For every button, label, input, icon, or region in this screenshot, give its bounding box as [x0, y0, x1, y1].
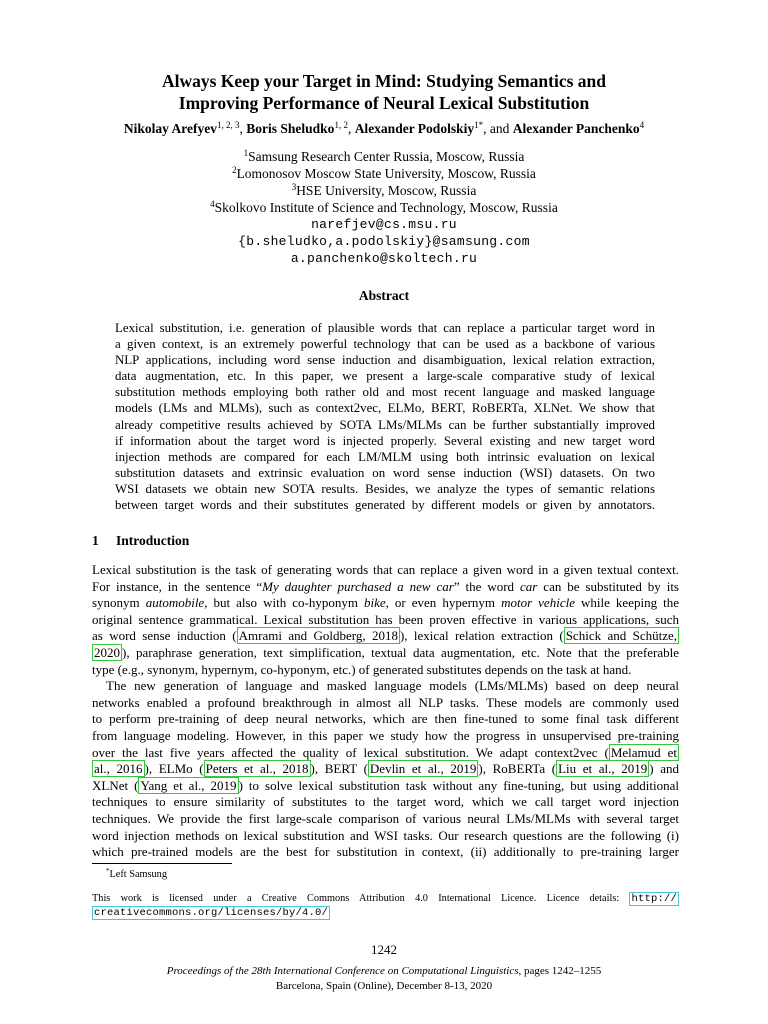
abstract-line: between target words and their substitutes generated by different models or given by annotators. [115, 498, 655, 513]
license-url[interactable]: creativecommons.org/licenses/by/4.0/ [94, 907, 329, 919]
affiliation [0, 148, 768, 165]
author-name: Alexander Podolskiy [354, 121, 475, 136]
footnote-mark: * [106, 867, 110, 875]
affiliation-text: Lomonosov Moscow State University, Moscow, Russia [236, 166, 536, 181]
affiliation [0, 182, 768, 199]
author-affil-mark: 1, 2 [334, 120, 348, 130]
citation-link[interactable]: 2020 [94, 644, 120, 660]
abstract-body [115, 320, 655, 513]
citation-link[interactable]: Liu et al., 2019 [558, 761, 648, 777]
body-line: 2020 ), paraphrase generation, text simplification, textual data augmentation, etc. Note that the preferable [94, 644, 679, 660]
abstract-heading: Abstract [358, 288, 410, 303]
section-title: Introduction [116, 533, 190, 548]
body-line: as word sense induction ( Amrami and Goldberg, 2018 ), lexical relation extraction ( Schick and Schütze, [92, 628, 678, 644]
citation-link[interactable]: Yang et al., 2019 [140, 777, 237, 793]
proceedings-location: Barcelona, Spain (Online), December 8-13, 2020 [275, 980, 493, 992]
affiliation-mark: 1 [243, 148, 249, 158]
body-line: type (e.g., synonym, hypernym, co-hyponym, etc.) of generated substitutes depends on the task at hand. [92, 661, 632, 677]
example-word: motor vehicle [501, 595, 575, 611]
abstract-line: substitution methods employing both rather old and most recent language and masked language [115, 385, 655, 400]
example-sentence: My daughter purchased a new car [262, 578, 454, 594]
example-word: bike [363, 595, 386, 611]
body-line: synonym automobile, but also with co-hyponym bike, or even hypernym motor vehicle while keeping the [92, 595, 679, 611]
footnote-text: Left Samsung [109, 869, 167, 880]
body-line: The new generation of language and masked language models (LMs/MLMs) based on deep neural [106, 678, 679, 694]
footnote-rule [92, 863, 232, 864]
affiliation [0, 199, 768, 216]
email: a.panchenko@skoltech.ru [290, 251, 478, 266]
section-heading [92, 533, 189, 549]
body-line: XLNet ( Yang et al., 2019 ) to solve lexical substitution task without any fine-tuning, but using additional [92, 777, 679, 793]
license-note [92, 892, 679, 920]
author-separator: , [347, 121, 355, 136]
author-affil-mark: 1* [474, 120, 484, 130]
author-separator: , [239, 121, 247, 136]
affiliation-text: HSE University, Moscow, Russia [296, 183, 477, 198]
body-line: from language modeling. However, in this paper we study how the progress in unsupervised pre-training [92, 727, 679, 743]
proceedings-pages: , pages 1242–1255 [518, 965, 602, 977]
body-line: original sentence grammatical. Lexical substitution has been proven effective in various applications, such [92, 611, 679, 627]
paper-title [0, 70, 768, 114]
body-line: techniques to ensure similarity of substitutes to the target word, which we call target word injection [92, 794, 679, 810]
body-line: word injection methods on lexical substitution and WSI tasks. Our research questions are the following (i) [92, 827, 679, 843]
author-affil-mark: 1, 2, 3 [217, 120, 240, 130]
body-line: al., 2016 ), ELMo ( Peters et al., 2018 ), BERT ( Devlin et al., 2019 ), RoBERTa ( Liu et al., 2019 ) and [94, 761, 679, 777]
abstract-line: substitution datasets and extrinsic evaluation on word sense induction (WSI) datasets. On two [115, 465, 655, 480]
body-text [92, 562, 679, 861]
license-text: This work is licensed under a Creative Commons Attribution 4.0 International Licence. Licence details: [92, 893, 620, 904]
citation-link[interactable]: Peters et al., 2018 [205, 761, 309, 777]
abstract-line: data augmentation, etc. In this paper, we present a large-scale comparative study of lexical [115, 369, 655, 384]
citation-link[interactable]: al., 2016 [94, 761, 143, 777]
email: narefjev@cs.msu.ru [311, 217, 457, 232]
body-line: to perform pre-training of deep neural networks, which are then fine-tuned to some final task different [92, 711, 679, 727]
body-line: Lexical substitution is the task of generating words that can replace a given word in a given textual context. [92, 562, 679, 577]
affiliation-mark: 3 [291, 182, 297, 192]
title-line-1: Always Keep your Target in Mind: Studying Semantics and [161, 71, 607, 91]
body-line: over the last five years affected the quality of lexical substitution. We adapt context2vec ( Melamud et [92, 744, 677, 760]
abstract-line: NLP applications, including word sense induction and disambiguation, lexical relation extraction, [115, 353, 655, 368]
footnote [92, 868, 679, 882]
abstract-line: WSI datasets we obtain new SOTA results. Besides, we analyze the types of semantic relations [115, 481, 655, 496]
affiliation-mark: 2 [232, 165, 237, 175]
affiliation [0, 165, 768, 182]
author-affil-mark: 4 [639, 120, 645, 130]
citation-link[interactable]: Devlin et al., 2019 [369, 761, 477, 777]
example-word: car [520, 578, 538, 594]
citation-link[interactable]: Amrami and Goldberg, 2018 [238, 628, 398, 644]
citation-link[interactable]: Schick and Schütze, [565, 628, 678, 644]
citation-link[interactable]: Melamud et [610, 744, 677, 760]
affiliation-text: Skolkovo Institute of Science and Technology, Moscow, Russia [214, 200, 558, 215]
abstract-line: models (LMs and MLMs), such as context2vec, ELMo, BERT, RoBERTa, XLNet. We show that [115, 401, 655, 416]
affiliations [0, 148, 768, 267]
proceedings-info [0, 964, 768, 994]
abstract-line: if information about the target word is injected properly. Several existing and new target word [115, 433, 655, 448]
example-word: automobile [145, 595, 205, 611]
body-line: techniques. We provide the first large-scale comparison of various neural LMs/MLMs with several target [92, 810, 679, 826]
abstract-line: already competitive results achieved by SOTA LMs/MLMs can be further substantially improved [115, 417, 655, 432]
abstract-line: a given context, is an extremely powerful technology that can be used as a backbone of various [115, 337, 655, 352]
body-line: which pre-trained models are the best for substitution in context, (ii) additionally to pre-training larger [92, 844, 679, 860]
email: {b.sheludko,a.podolskiy}@samsung.com [238, 234, 530, 249]
license-url[interactable]: http:// [631, 893, 677, 905]
page-number: 1242 [371, 942, 397, 957]
affiliation-mark: 4 [210, 199, 215, 209]
author-separator: , and [483, 121, 513, 136]
proceedings-title: Proceedings of the 28th International Conference on Computational Linguistics [166, 965, 519, 977]
author-list [0, 120, 768, 138]
author-name: Alexander Panchenko [512, 121, 640, 136]
author-name: Boris Sheludko [246, 121, 335, 136]
author-name: Nikolay Arefyev [123, 121, 218, 136]
abstract-line: injection methods are compared for each LM/MLM using both intrinsic evaluation on lexical [115, 449, 655, 464]
body-line: networks enabled a profound breakthrough in almost all NLP tasks. These models are commonly used [92, 694, 679, 710]
body-line: For instance, in the sentence “My daughter purchased a new car” the word car can be substituted by its [92, 578, 679, 594]
abstract-line: Lexical substitution, i.e. generation of plausible words that can replace a particular target word in [115, 321, 655, 335]
affiliation-text: Samsung Research Center Russia, Moscow, Russia [248, 149, 525, 164]
section-number: 1 [92, 533, 99, 548]
title-line-2: Improving Performance of Neural Lexical Substitution [178, 93, 590, 113]
